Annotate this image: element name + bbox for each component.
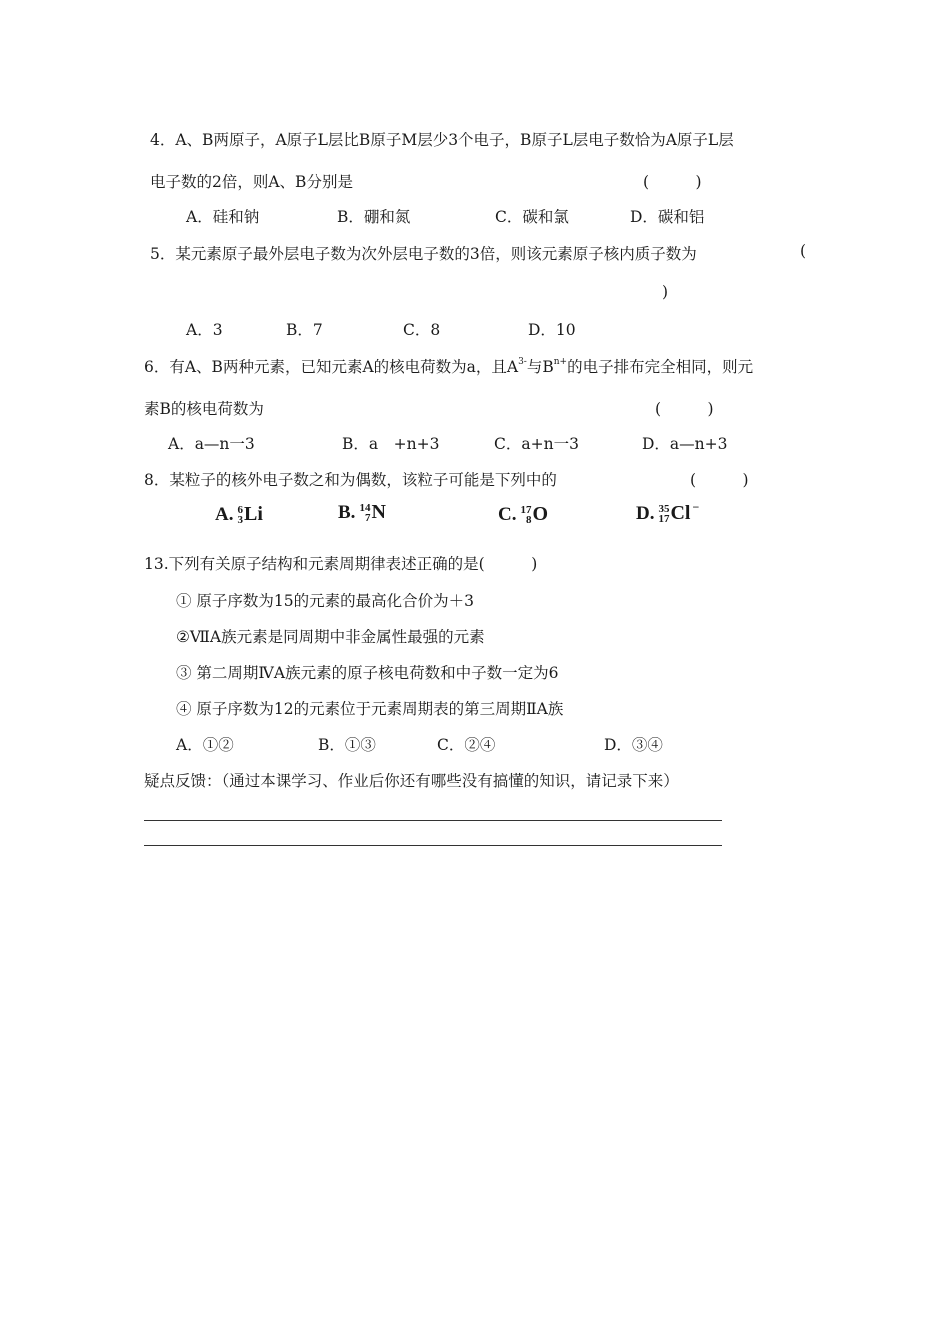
q6-option-b: B．a +n+3 xyxy=(342,435,440,453)
q8-option-a-atomic: 3 xyxy=(237,513,243,526)
q8-option-d-atomic: 17 xyxy=(658,512,670,525)
q8-option-d-charge: − xyxy=(692,500,700,514)
q5-option-c: C．8 xyxy=(403,321,441,339)
q8-option-b-label: B. xyxy=(338,501,356,523)
q6-option-d: D．a—n+3 xyxy=(642,435,728,453)
q8-option-a-mass: 6 xyxy=(237,503,243,516)
q5-line1: 5．某元素原子最外层电子数为次外层电子数的3倍，则该元素原子核内质子数为 xyxy=(150,245,697,263)
q8-option-c-label: C. xyxy=(498,503,517,525)
q4-option-d: D．碳和铝 xyxy=(630,208,705,226)
q8-option-a xyxy=(215,503,263,526)
q6-ion-b: n+ xyxy=(553,356,568,367)
feedback-label: 疑点反馈：（通过本课学习、作业后你还有哪些没有搞懂的知识，请记录下来） xyxy=(144,772,679,790)
q6-line1-part-a: 6．有A、B两种元素，已知元素A的核电荷数为a，且A xyxy=(144,358,519,376)
q4-answer-paren: ( ) xyxy=(643,173,702,191)
q8-option-b-symbol: N xyxy=(371,501,386,523)
q8-option-b xyxy=(338,501,386,524)
q6-answer-paren: ( ) xyxy=(655,400,714,418)
q6-ion-a: 3- xyxy=(518,356,527,367)
q13-option-d: D．③④ xyxy=(604,736,663,754)
q13-line1: 13.下列有关原子结构和元素周期律表述正确的是( ) xyxy=(144,555,538,573)
q6-line2: 素B的核电荷数为 xyxy=(144,400,264,418)
q13-statement-2: ②ⅦA族元素是同周期中非金属性最强的元素 xyxy=(176,628,485,646)
q8-option-d xyxy=(636,502,699,525)
q8-option-c-atomic: 8 xyxy=(525,513,532,526)
q8-option-d-mass: 35 xyxy=(658,502,670,515)
q6-line1 xyxy=(144,355,753,377)
feedback-answer-line-2[interactable] xyxy=(144,845,722,846)
q5-paren-close: ) xyxy=(662,283,669,301)
q8-line1: 8．某粒子的核外电子数之和为偶数，该粒子可能是下列中的 xyxy=(144,471,557,489)
q6-line1-part-c: 的电子排布完全相同，则元 xyxy=(567,358,754,376)
q5-option-d: D．10 xyxy=(528,321,576,339)
q8-option-c-symbol: O xyxy=(532,503,549,525)
q4-line1: 4．A、B两原子，A原子L层比B原子M层少3个电子，B原子L层电子数恰为A原子L层 xyxy=(150,131,734,149)
q8-option-c xyxy=(498,503,548,526)
q5-option-b: B．7 xyxy=(286,321,323,339)
q4-option-c: C．碳和氯 xyxy=(495,208,569,226)
q13-option-c: C．②④ xyxy=(437,736,496,754)
q8-option-d-symbol: Cl xyxy=(670,502,691,524)
q4-option-a: A．硅和钠 xyxy=(186,208,260,226)
q4-line2: 电子数的2倍，则A、B分别是 xyxy=(150,173,353,191)
q4-option-b: B．硼和氮 xyxy=(337,208,411,226)
q13-option-a: A．①② xyxy=(176,736,234,754)
q6-option-a: A．a—n一3 xyxy=(168,435,255,453)
q13-statement-3: ③ 第二周期ⅣA族元素的原子核电荷数和中子数一定为6 xyxy=(176,664,559,682)
q13-statement-4: ④ 原子序数为12的元素位于元素周期表的第三周期ⅡA族 xyxy=(176,700,564,718)
q6-line1-part-b: 与B xyxy=(526,358,554,376)
q8-option-b-atomic: 7 xyxy=(364,511,371,524)
q8-option-c-mass: 17 xyxy=(520,503,532,516)
q8-option-b-mass: 14 xyxy=(359,501,371,514)
feedback-answer-line-1[interactable] xyxy=(144,820,722,821)
q5-paren-open: ( xyxy=(800,242,807,260)
q8-option-d-label: D. xyxy=(636,502,655,524)
q5-option-a: A．3 xyxy=(186,321,223,339)
q8-option-a-label: A. xyxy=(215,503,234,525)
q13-option-b: B．①③ xyxy=(318,736,376,754)
q8-answer-paren: ( ) xyxy=(690,471,749,489)
q13-statement-1: ① 原子序数为15的元素的最高化合价为＋3 xyxy=(176,592,475,610)
q8-option-a-symbol: Li xyxy=(243,503,263,525)
q6-option-c: C．a+n一3 xyxy=(494,435,579,453)
